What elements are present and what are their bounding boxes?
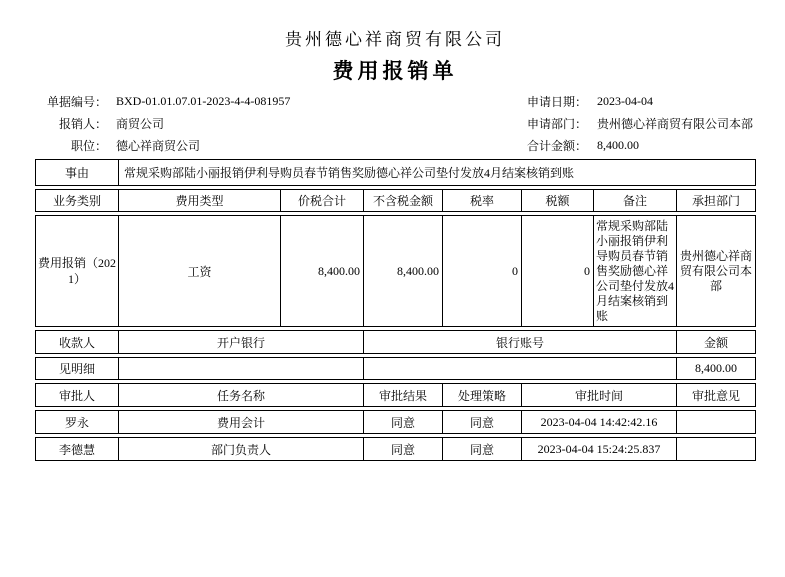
approval-opinion-cell [677,438,756,461]
approver-header-cell: 审批人 [36,384,119,407]
approval-row-table-1 [35,410,756,434]
tax-amount-header-cell: 税额 [522,190,594,212]
tax-rate-header-cell: 税率 [443,190,522,212]
apply-date-label: 申请日期： [526,94,587,109]
payee-header-cell: 收款人 [36,331,119,354]
reason-label-cell: 事由 [36,160,119,186]
bank-name-header-cell: 开户银行 [119,331,364,354]
total-amount-value: 8,400.00 [597,137,639,152]
approver-cell: 罗永 [36,411,119,434]
approval-row-2 [36,438,756,461]
approval-opinion-header-cell: 审批意见 [677,384,756,407]
bank-name-cell [119,358,364,380]
approval-result-header-cell: 审批结果 [364,384,443,407]
tax-rate-cell: 0 [443,216,522,327]
apply-date-value: 2023-04-04 [597,93,653,108]
note-cell: 常规采购部陆小丽报销伊利导购员春节销售奖励德心祥公司垫付发放4月结案核销到账 [594,216,677,327]
company-name: 贵州德心祥商贸有限公司 [285,30,505,49]
meta-row-position [35,134,755,156]
payee-cell: 见明细 [36,358,119,380]
position-value: 德心祥商贸公司 [116,138,201,153]
apply-dept-value: 贵州德心祥商贸有限公司本部 [597,116,754,131]
doc-number-label: 单据编号： [46,94,107,109]
detail-data-row [36,216,756,327]
approval-result-cell: 同意 [364,438,443,461]
note-header-cell: 备注 [594,190,677,212]
approval-result-cell: 同意 [364,411,443,434]
approval-time-header-cell: 审批时间 [522,384,677,407]
doc-number-value: BXD-01.01.07.01-2023-4-4-081957 [116,93,291,108]
bank-header-table [35,330,756,354]
excl-tax-header-cell: 不含税金额 [364,190,443,212]
expense-type-header-cell: 费用类型 [119,190,281,212]
detail-header-row [36,190,756,212]
approval-header-row [36,384,756,407]
bank-header-row [36,331,756,354]
strategy-cell: 同意 [443,411,522,434]
approval-row-table-2 [35,437,756,461]
task-name-cell: 部门负责人 [119,438,364,461]
meta-row-claimant [35,112,755,134]
excl-tax-cell: 8,400.00 [364,216,443,327]
claimant-value: 商贸公司 [116,116,165,131]
bank-account-header-cell: 银行账号 [364,331,677,354]
task-name-header-cell: 任务名称 [119,384,364,407]
detail-data-table [35,215,756,327]
amount-header-cell: 金额 [677,331,756,354]
strategy-header-cell: 处理策略 [443,384,522,407]
apply-dept-label: 申请部门： [526,116,587,131]
tax-amount-cell: 0 [522,216,594,327]
approval-time-cell: 2023-04-04 15:24:25.837 [522,438,677,461]
reason-value-cell: 常规采购部陆小丽报销伊利导购员春节销售奖励德心祥公司垫付发放4月结案核销到账 [119,160,756,186]
approval-row-1 [36,411,756,434]
department-header-cell: 承担部门 [677,190,756,212]
business-category-header-cell: 业务类别 [36,190,119,212]
meta-row-doc-number [35,90,755,112]
department-cell: 贵州德心祥商贸有限公司本部 [677,216,756,327]
approval-time-cell: 2023-04-04 14:42:42.16 [522,411,677,434]
bank-row-table [35,357,756,380]
claimant-label: 报销人： [58,116,107,131]
task-name-cell: 费用会计 [119,411,364,434]
approval-opinion-cell [677,411,756,434]
expense-type-cell: 工资 [119,216,281,327]
reason-row [36,160,756,186]
form-title: 费用报销单 [332,59,458,83]
approver-cell: 李德慧 [36,438,119,461]
reason-table [35,159,756,186]
total-amount-label: 合计金额： [526,138,587,153]
amount-cell: 8,400.00 [677,358,756,380]
strategy-cell: 同意 [443,438,522,461]
business-category-cell: 费用报销（2021） [36,216,119,327]
bank-data-row [36,358,756,380]
form-meta [35,90,755,156]
bank-account-cell [364,358,677,380]
detail-header-table [35,189,756,212]
approval-header-table [35,383,756,407]
position-label: 职位： [70,138,107,153]
total-incl-tax-header-cell: 价税合计 [281,190,364,212]
total-incl-tax-cell: 8,400.00 [281,216,364,327]
